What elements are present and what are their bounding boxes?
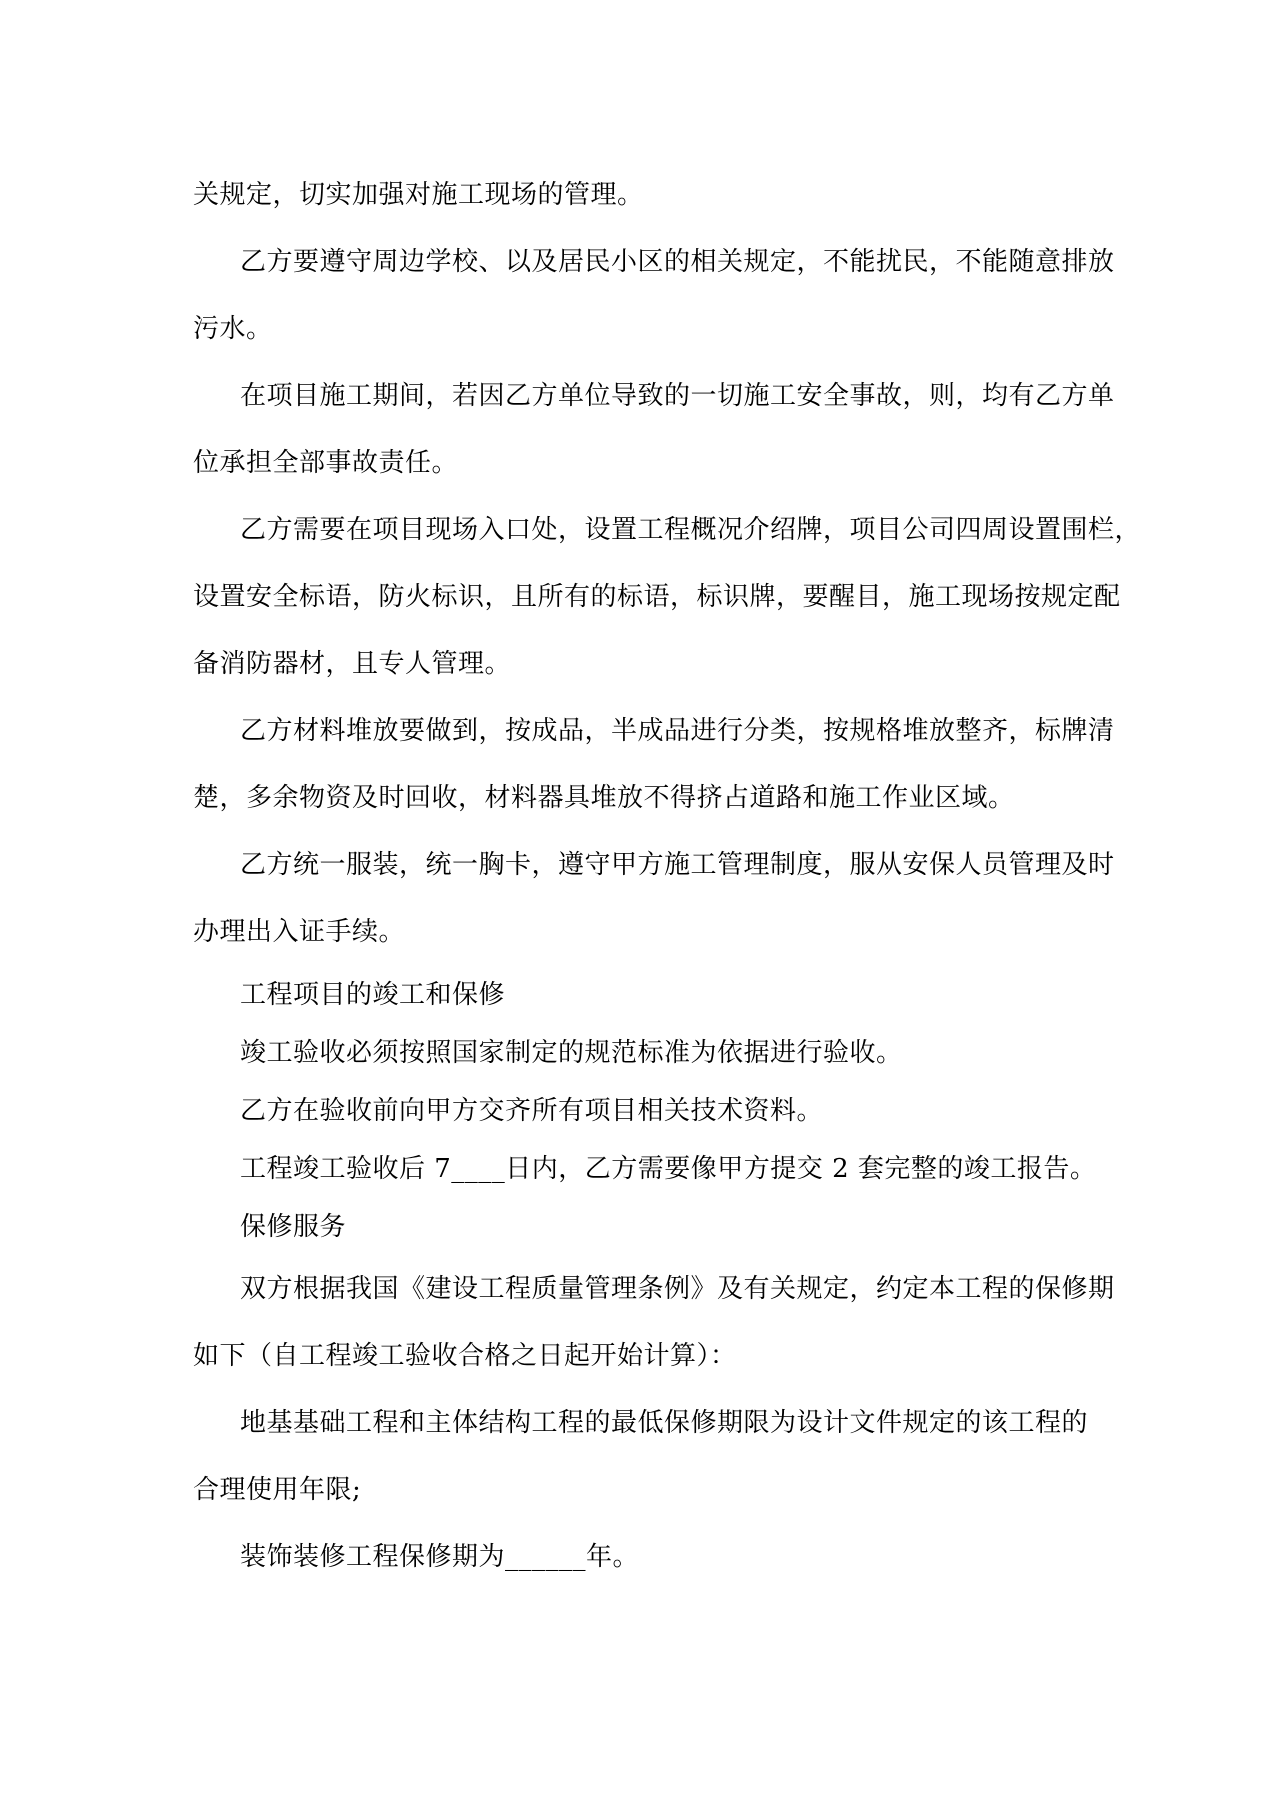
paragraph-line: 乙方统一服装，统一胸卡，遵守甲方施工管理制度，服从安保人员管理及时 <box>240 850 1115 880</box>
section-heading: 工程项目的竣工和保修 <box>240 980 506 1010</box>
paragraph-line: 位承担全部事故责任。 <box>193 448 459 478</box>
paragraph-line: 污水。 <box>193 314 273 344</box>
paragraph-line: 乙方要遵守周边学校、以及居民小区的相关规定，不能扰民，不能随意排放 <box>240 247 1115 277</box>
paragraph-line: 合理使用年限; <box>193 1475 362 1505</box>
paragraph-line: 工程竣工验收后 7____日内，乙方需要像甲方提交 2 套完整的竣工报告。 <box>240 1154 1097 1184</box>
paragraph-line: 地基基础工程和主体结构工程的最低保修期限为设计文件规定的该工程的 <box>240 1408 1089 1438</box>
paragraph-line: 楚，多余物资及时回收，材料器具堆放不得挤占道路和施工作业区域。 <box>193 783 1015 813</box>
paragraph-line: 竣工验收必须按照国家制定的规范标准为依据进行验收。 <box>240 1038 903 1068</box>
document-body <box>193 162 1142 1591</box>
paragraph-line: 备消防器材，且专人管理。 <box>193 649 512 679</box>
section-heading: 保修服务 <box>240 1212 347 1242</box>
paragraph-line: 设置安全标语，防火标识，且所有的标语，标识牌，要醒目，施工现场按规定配 <box>193 582 1121 612</box>
paragraph-line: 乙方在验收前向甲方交齐所有项目相关技术资料。 <box>240 1096 824 1126</box>
paragraph-line: 乙方需要在项目现场入口处，设置工程概况介绍牌，项目公司四周设置围栏， <box>240 515 1142 545</box>
paragraph-line: 乙方材料堆放要做到，按成品，半成品进行分类，按规格堆放整齐，标牌清 <box>240 716 1115 746</box>
paragraph-line: 装饰装修工程保修期为______年。 <box>240 1542 640 1572</box>
paragraph-line: 关规定，切实加强对施工现场的管理。 <box>193 180 644 210</box>
paragraph-line: 办理出入证手续。 <box>193 917 406 947</box>
paragraph-line: 双方根据我国《建设工程质量管理条例》及有关规定，约定本工程的保修期 <box>240 1274 1115 1304</box>
paragraph-line: 如下（自工程竣工验收合格之日起开始计算）： <box>193 1341 737 1371</box>
paragraph-line: 在项目施工期间，若因乙方单位导致的一切施工安全事故，则，均有乙方单 <box>240 381 1115 411</box>
